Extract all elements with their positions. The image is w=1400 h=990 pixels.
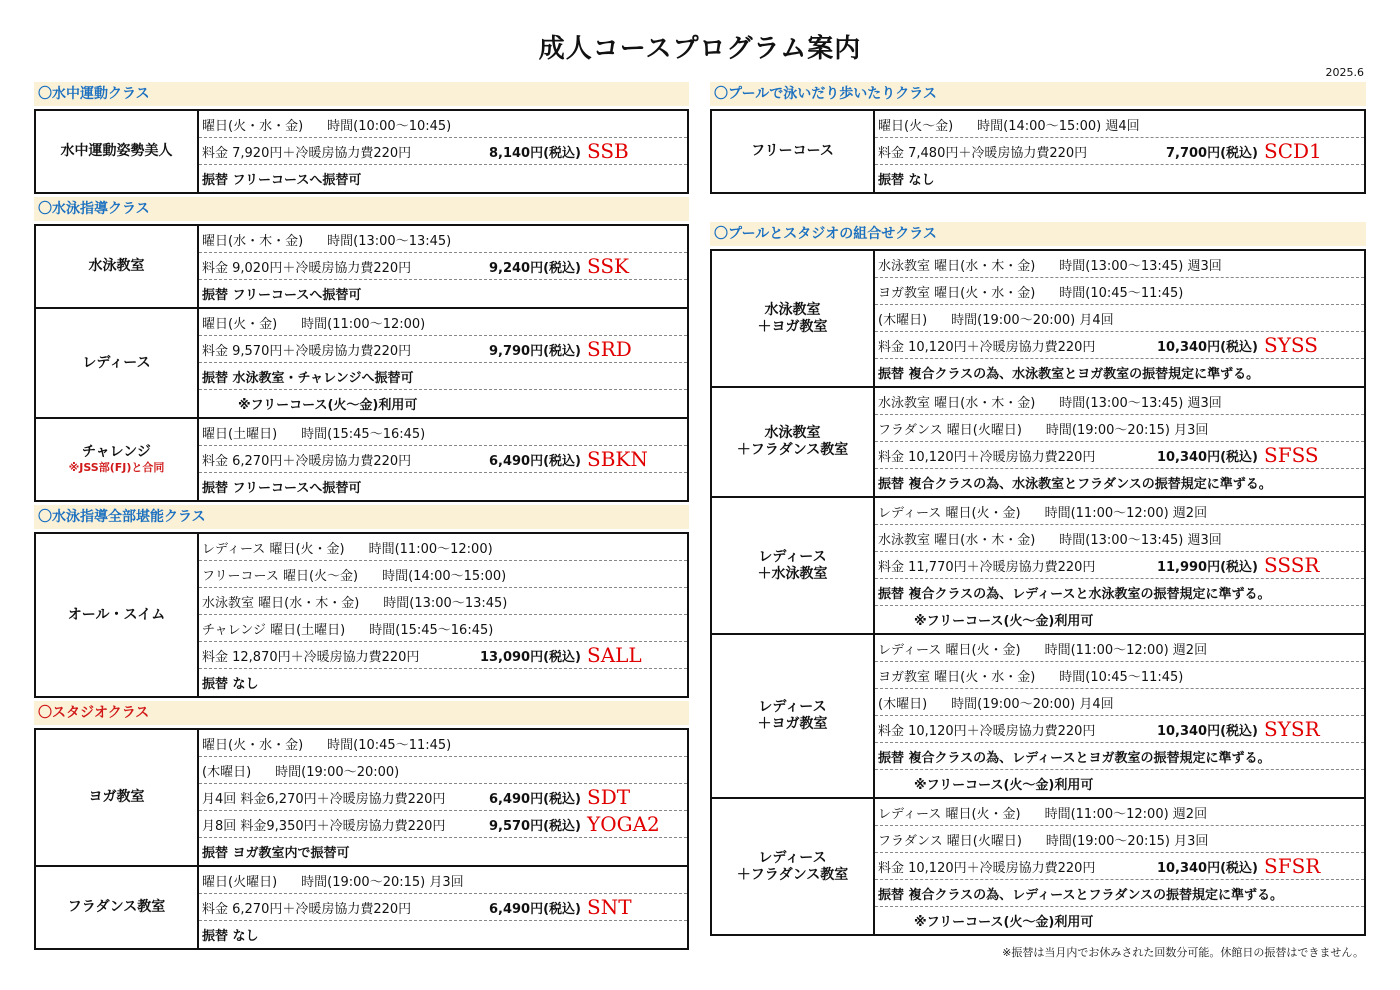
schedule-time: 時間(19:00～20:15) 月3回 <box>1045 833 1209 849</box>
schedule-time: 時間(10:45～11:45) <box>1059 285 1184 301</box>
course-details <box>199 226 687 307</box>
course-code: SSK <box>587 254 629 278</box>
makeup-policy: 振替 なし <box>202 929 259 944</box>
course-name: ＋ヨガ教室 <box>757 318 828 335</box>
course-name-cell <box>712 251 875 386</box>
course-sched-row <box>875 689 1364 716</box>
course-swap-row <box>199 165 687 192</box>
course-price-row <box>875 552 1364 579</box>
section-header: 〇プールとスタジオの組合せクラス <box>710 222 1366 246</box>
fee-breakdown: 料金 6,270円＋冷暖房協力費220円 <box>202 901 412 917</box>
makeup-policy: 振替 複合クラスの為、レディースと水泳教室の振替規定に準ずる。 <box>878 586 1271 602</box>
schedule-time: 時間(14:00～15:00) <box>382 568 507 584</box>
schedule-time: 時間(13:00～13:45) <box>383 595 508 611</box>
course-sched-row <box>199 419 687 446</box>
course-code: SALL <box>587 643 642 667</box>
course-table <box>34 728 689 950</box>
fee-breakdown: 料金 7,920円＋冷暖房協力費220円 <box>202 145 412 161</box>
course-details <box>199 534 687 696</box>
course-note: ※JSS部(FJ)と合同 <box>68 461 165 474</box>
course-sched-row <box>199 588 687 615</box>
course-block <box>712 633 1364 797</box>
course-swapnote-row <box>875 606 1364 633</box>
schedule-days: フリーコース 曜日(火～金) <box>202 568 359 584</box>
course-details <box>199 309 687 417</box>
course-sched-row <box>875 525 1364 552</box>
course-name: ＋フラダンス教室 <box>736 866 849 883</box>
course-details <box>875 111 1364 192</box>
course-sched-row <box>199 867 687 894</box>
fee-breakdown: 料金 12,870円＋冷暖房協力費220円 <box>202 649 420 665</box>
course-block <box>36 417 687 500</box>
course-name: レディース <box>758 548 827 565</box>
course-block <box>712 251 1364 386</box>
course-table <box>710 249 1366 936</box>
section-header: 〇水泳指導クラス <box>34 197 689 221</box>
course-sched-row <box>875 662 1364 689</box>
course-sched-row <box>875 388 1364 415</box>
course-swap-row <box>199 921 687 948</box>
fee-breakdown: 料金 10,120円＋冷暖房協力費220円 <box>878 723 1096 739</box>
makeup-policy: 振替 複合クラスの為、レディースとフラダンスの振替規定に準ずる。 <box>878 887 1284 903</box>
schedule-time: 時間(11:00～12:00) <box>368 541 493 557</box>
makeup-policy: 振替 複合クラスの為、水泳教室とフラダンスの振替規定に準ずる。 <box>878 477 1272 492</box>
schedule-days: チャレンジ 曜日(土曜日) <box>202 622 346 638</box>
course-name: 水中運動姿勢美人 <box>60 143 173 159</box>
course-price-row <box>199 138 687 165</box>
total-price: 9,240円(税込) <box>488 260 581 276</box>
course-swap-row <box>199 473 687 500</box>
total-price: 7,700円(税込) <box>1165 145 1258 161</box>
footnote: ※振替は当月内でお休みされた回数分可能。休館日の振替はできません。 <box>1002 946 1364 959</box>
schedule-time: 時間(15:45～16:45) <box>301 426 426 442</box>
schedule-time: 時間(14:00～15:00) 週4回 <box>977 118 1140 134</box>
schedule-days: フラダンス 曜日(火曜日) <box>878 422 1022 438</box>
course-sched-row <box>199 615 687 642</box>
course-name: レディース <box>758 699 827 715</box>
course-price-row <box>875 853 1364 880</box>
fee-breakdown: 料金 7,480円＋冷暖房協力費220円 <box>878 145 1088 161</box>
course-sched-row <box>875 635 1364 662</box>
total-price: 6,490円(税込) <box>488 901 581 917</box>
makeup-policy: 振替 フリーコースへ振替可 <box>202 481 362 496</box>
course-sched-row <box>199 111 687 138</box>
makeup-policy: 振替 フリーコースへ振替可 <box>202 173 362 188</box>
total-price: 8,140円(税込) <box>488 145 581 161</box>
schedule-days: 曜日(水・木・金) <box>202 233 304 249</box>
total-price: 6,490円(税込) <box>488 791 581 807</box>
course-swap-row <box>875 743 1364 770</box>
course-details <box>199 419 687 500</box>
course-price-row <box>199 446 687 473</box>
section-header: 〇スタジオクラス <box>34 701 689 725</box>
fee-breakdown: 月8回 料金9,350円＋冷暖房協力費220円 <box>202 818 446 834</box>
schedule-days: (木曜日) <box>878 696 928 712</box>
course-table <box>34 109 689 194</box>
total-price: 10,340円(税込) <box>1156 449 1258 465</box>
course-sched-row <box>875 498 1364 525</box>
course-price-row <box>875 442 1364 469</box>
schedule-days: 曜日(火～金) <box>878 118 954 134</box>
issue-date: 2025.6 <box>1325 66 1364 79</box>
course-price-row <box>199 642 687 669</box>
schedule-days: 曜日(火・金) <box>202 316 278 332</box>
total-price: 10,340円(税込) <box>1156 339 1258 355</box>
page-title: 成人コースプログラム案内 <box>538 34 862 64</box>
schedule-time: 時間(19:00～20:15) 月3回 <box>1045 422 1209 438</box>
course-sched-row <box>199 534 687 561</box>
course-code: SCD1 <box>1264 139 1322 163</box>
course-table <box>34 224 689 502</box>
course-name-cell <box>36 419 199 500</box>
total-price: 9,570円(税込) <box>488 818 581 834</box>
course-block <box>36 111 687 192</box>
course-sched-row <box>875 251 1364 278</box>
course-sched-row <box>199 561 687 588</box>
course-block <box>36 865 687 948</box>
course-code: SFSR <box>1264 854 1321 878</box>
course-block <box>36 226 687 307</box>
course-swapnote-row <box>199 390 687 417</box>
fee-breakdown: 料金 9,570円＋冷暖房協力費220円 <box>202 343 412 359</box>
course-sched-row <box>875 111 1364 138</box>
course-name: ＋フラダンス教室 <box>736 442 849 458</box>
course-sched-row <box>199 730 687 757</box>
course-code: SSSR <box>1264 553 1320 577</box>
schedule-days: 曜日(火・水・金) <box>202 118 304 134</box>
makeup-policy: 振替 水泳教室・チャレンジへ振替可 <box>202 370 414 386</box>
schedule-days: 曜日(火・水・金) <box>202 737 304 753</box>
schedule-time: 時間(19:00～20:00) 月4回 <box>951 312 1114 328</box>
fee-breakdown: 料金 10,120円＋冷暖房協力費220円 <box>878 860 1096 876</box>
course-block <box>36 730 687 865</box>
schedule-time: 時間(15:45～16:45) <box>369 622 494 638</box>
course-sched-row <box>875 799 1364 826</box>
course-details <box>875 251 1364 386</box>
section-header: 〇水泳指導全部堪能クラス <box>34 505 689 529</box>
course-price-row <box>199 894 687 921</box>
schedule-days: レディース 曜日(火・金) <box>878 505 1021 521</box>
makeup-policy: 振替 フリーコースへ振替可 <box>202 288 362 303</box>
fee-breakdown: 料金 11,770円＋冷暖房協力費220円 <box>878 559 1096 575</box>
course-swap-row <box>875 880 1364 907</box>
course-name-cell <box>712 799 875 934</box>
schedule-time: 時間(10:00～10:45) <box>327 118 452 134</box>
total-price: 10,340円(税込) <box>1156 723 1258 739</box>
schedule-time: 時間(11:00～12:00) <box>301 316 426 332</box>
course-details <box>875 635 1364 797</box>
fee-breakdown: 月4回 料金6,270円＋冷暖房協力費220円 <box>202 791 446 807</box>
course-table <box>34 532 689 698</box>
schedule-time: 時間(10:45～11:45) <box>327 737 452 753</box>
course-swap-row <box>875 359 1364 386</box>
course-table <box>710 109 1366 194</box>
schedule-time: 時間(13:00～13:45) <box>327 233 452 249</box>
fee-breakdown: 料金 9,020円＋冷暖房協力費220円 <box>202 260 412 276</box>
schedule-days: レディース 曜日(火・金) <box>202 541 345 557</box>
course-block <box>712 386 1364 496</box>
makeup-policy: 振替 複合クラスの為、水泳教室とヨガ教室の振替規定に準ずる。 <box>878 367 1260 382</box>
course-swap-row <box>199 838 687 865</box>
makeup-note: ※フリーコース(火～金)利用可 <box>914 614 1094 629</box>
course-swap-row <box>199 669 687 696</box>
course-name: レディース <box>82 354 151 371</box>
course-code: SDT <box>587 785 631 809</box>
course-name: 水泳教室 <box>88 258 145 274</box>
course-name: オール・スイム <box>67 606 166 623</box>
course-name-cell <box>36 867 199 948</box>
course-name-cell <box>36 309 199 417</box>
course-code: SNT <box>587 895 632 919</box>
course-price-row <box>199 784 687 811</box>
schedule-days: ヨガ教室 曜日(火・水・金) <box>878 285 1036 301</box>
course-price-row <box>875 332 1364 359</box>
makeup-note: ※フリーコース(火～金)利用可 <box>914 778 1094 793</box>
makeup-policy: 振替 複合クラスの為、レディースとヨガ教室の振替規定に準ずる。 <box>878 750 1271 766</box>
course-details <box>875 498 1364 633</box>
course-name: 水泳教室 <box>764 301 821 318</box>
course-price-row <box>875 716 1364 743</box>
schedule-days: 水泳教室 曜日(水・木・金) <box>878 532 1036 548</box>
course-details <box>199 730 687 865</box>
course-name: チャレンジ <box>82 444 151 460</box>
course-details <box>199 867 687 948</box>
course-name-cell <box>712 635 875 797</box>
course-block <box>36 534 687 696</box>
schedule-time: 時間(13:00～13:45) 週3回 <box>1059 395 1222 411</box>
course-code: SYSS <box>1264 333 1318 357</box>
schedule-days: レディース 曜日(火・金) <box>878 642 1021 658</box>
schedule-time: 時間(10:45～11:45) <box>1059 669 1184 685</box>
total-price: 11,990円(税込) <box>1156 559 1258 575</box>
schedule-time: 時間(11:00～12:00) 週2回 <box>1044 505 1208 521</box>
schedule-time: 時間(19:00～20:00) <box>275 764 400 780</box>
course-details <box>875 799 1364 934</box>
schedule-days: フラダンス 曜日(火曜日) <box>878 833 1022 849</box>
fee-breakdown: 料金 6,270円＋冷暖房協力費220円 <box>202 453 412 469</box>
schedule-time: 時間(11:00～12:00) 週2回 <box>1044 642 1208 658</box>
course-name-cell <box>712 498 875 633</box>
course-sched-row <box>875 278 1364 305</box>
schedule-days: レディース 曜日(火・金) <box>878 806 1021 822</box>
schedule-days: 曜日(火曜日) <box>202 874 278 890</box>
course-swap-row <box>875 165 1364 192</box>
course-sched-row <box>875 305 1364 332</box>
schedule-days: ヨガ教室 曜日(火・水・金) <box>878 669 1036 685</box>
left-column <box>34 82 689 953</box>
makeup-note: ※フリーコース(火～金)利用可 <box>914 915 1094 930</box>
schedule-days: 曜日(土曜日) <box>202 426 278 442</box>
makeup-note: ※フリーコース(火～金)利用可 <box>238 398 418 413</box>
course-name: ヨガ教室 <box>88 789 145 805</box>
course-name: レディース <box>758 849 827 866</box>
course-name-cell <box>712 111 875 192</box>
course-block <box>712 496 1364 633</box>
course-block <box>712 111 1364 192</box>
course-sched-row <box>199 757 687 784</box>
total-price: 6,490円(税込) <box>488 453 581 469</box>
course-code: SBKN <box>587 447 648 471</box>
makeup-policy: 振替 なし <box>878 173 935 188</box>
course-block <box>36 307 687 417</box>
course-name-cell <box>712 388 875 496</box>
course-price-row <box>199 336 687 363</box>
schedule-time: 時間(13:00～13:45) 週3回 <box>1059 532 1222 548</box>
course-sched-row <box>199 309 687 336</box>
course-code: SSB <box>587 139 629 163</box>
fee-breakdown: 料金 10,120円＋冷暖房協力費220円 <box>878 339 1096 355</box>
course-name: ＋水泳教室 <box>757 565 828 582</box>
makeup-policy: 振替 なし <box>202 677 259 692</box>
section-header: 〇プールで泳いだり歩いたりクラス <box>710 82 1366 106</box>
course-code: SRD <box>587 337 632 361</box>
schedule-days: (木曜日) <box>878 312 928 328</box>
course-swapnote-row <box>875 770 1364 797</box>
course-sched-row <box>875 826 1364 853</box>
total-price: 10,340円(税込) <box>1156 860 1258 876</box>
course-sched-row <box>875 415 1364 442</box>
section-header: 〇水中運動クラス <box>34 82 689 106</box>
schedule-time: 時間(19:00～20:15) 月3回 <box>301 874 464 890</box>
course-block <box>712 797 1364 934</box>
total-price: 9,790円(税込) <box>488 343 581 359</box>
course-price-row <box>199 811 687 838</box>
course-name: フラダンス教室 <box>67 899 166 915</box>
course-details <box>875 388 1364 496</box>
course-swap-row <box>875 579 1364 606</box>
course-price-row <box>199 253 687 280</box>
course-code: SYSR <box>1264 717 1320 741</box>
schedule-time: 時間(19:00～20:00) 月4回 <box>951 696 1114 712</box>
course-code: YOGA2 <box>587 812 660 836</box>
right-column <box>710 82 1366 939</box>
course-swap-row <box>875 469 1364 496</box>
course-swapnote-row <box>875 907 1364 934</box>
schedule-time: 時間(11:00～12:00) 週2回 <box>1044 806 1208 822</box>
schedule-time: 時間(13:00～13:45) 週3回 <box>1059 258 1222 274</box>
course-code: SFSS <box>1264 443 1319 467</box>
course-sched-row <box>199 226 687 253</box>
schedule-days: 水泳教室 曜日(水・木・金) <box>878 395 1036 411</box>
course-name-cell <box>36 111 199 192</box>
fee-breakdown: 料金 10,120円＋冷暖房協力費220円 <box>878 449 1096 465</box>
section-spacer <box>710 197 1366 222</box>
course-name: ＋ヨガ教室 <box>757 716 828 732</box>
course-name: 水泳教室 <box>764 425 821 441</box>
course-swap-row <box>199 280 687 307</box>
schedule-days: 水泳教室 曜日(水・木・金) <box>202 595 360 611</box>
course-price-row <box>875 138 1364 165</box>
makeup-policy: 振替 ヨガ教室内で振替可 <box>202 846 350 861</box>
course-details <box>199 111 687 192</box>
course-name-cell <box>36 226 199 307</box>
course-name-cell <box>36 730 199 865</box>
total-price: 13,090円(税込) <box>479 649 581 665</box>
course-name-cell <box>36 534 199 696</box>
schedule-days: 水泳教室 曜日(水・木・金) <box>878 258 1036 274</box>
course-name: フリーコース <box>751 143 834 159</box>
schedule-days: (木曜日) <box>202 764 252 780</box>
course-swap-row <box>199 363 687 390</box>
